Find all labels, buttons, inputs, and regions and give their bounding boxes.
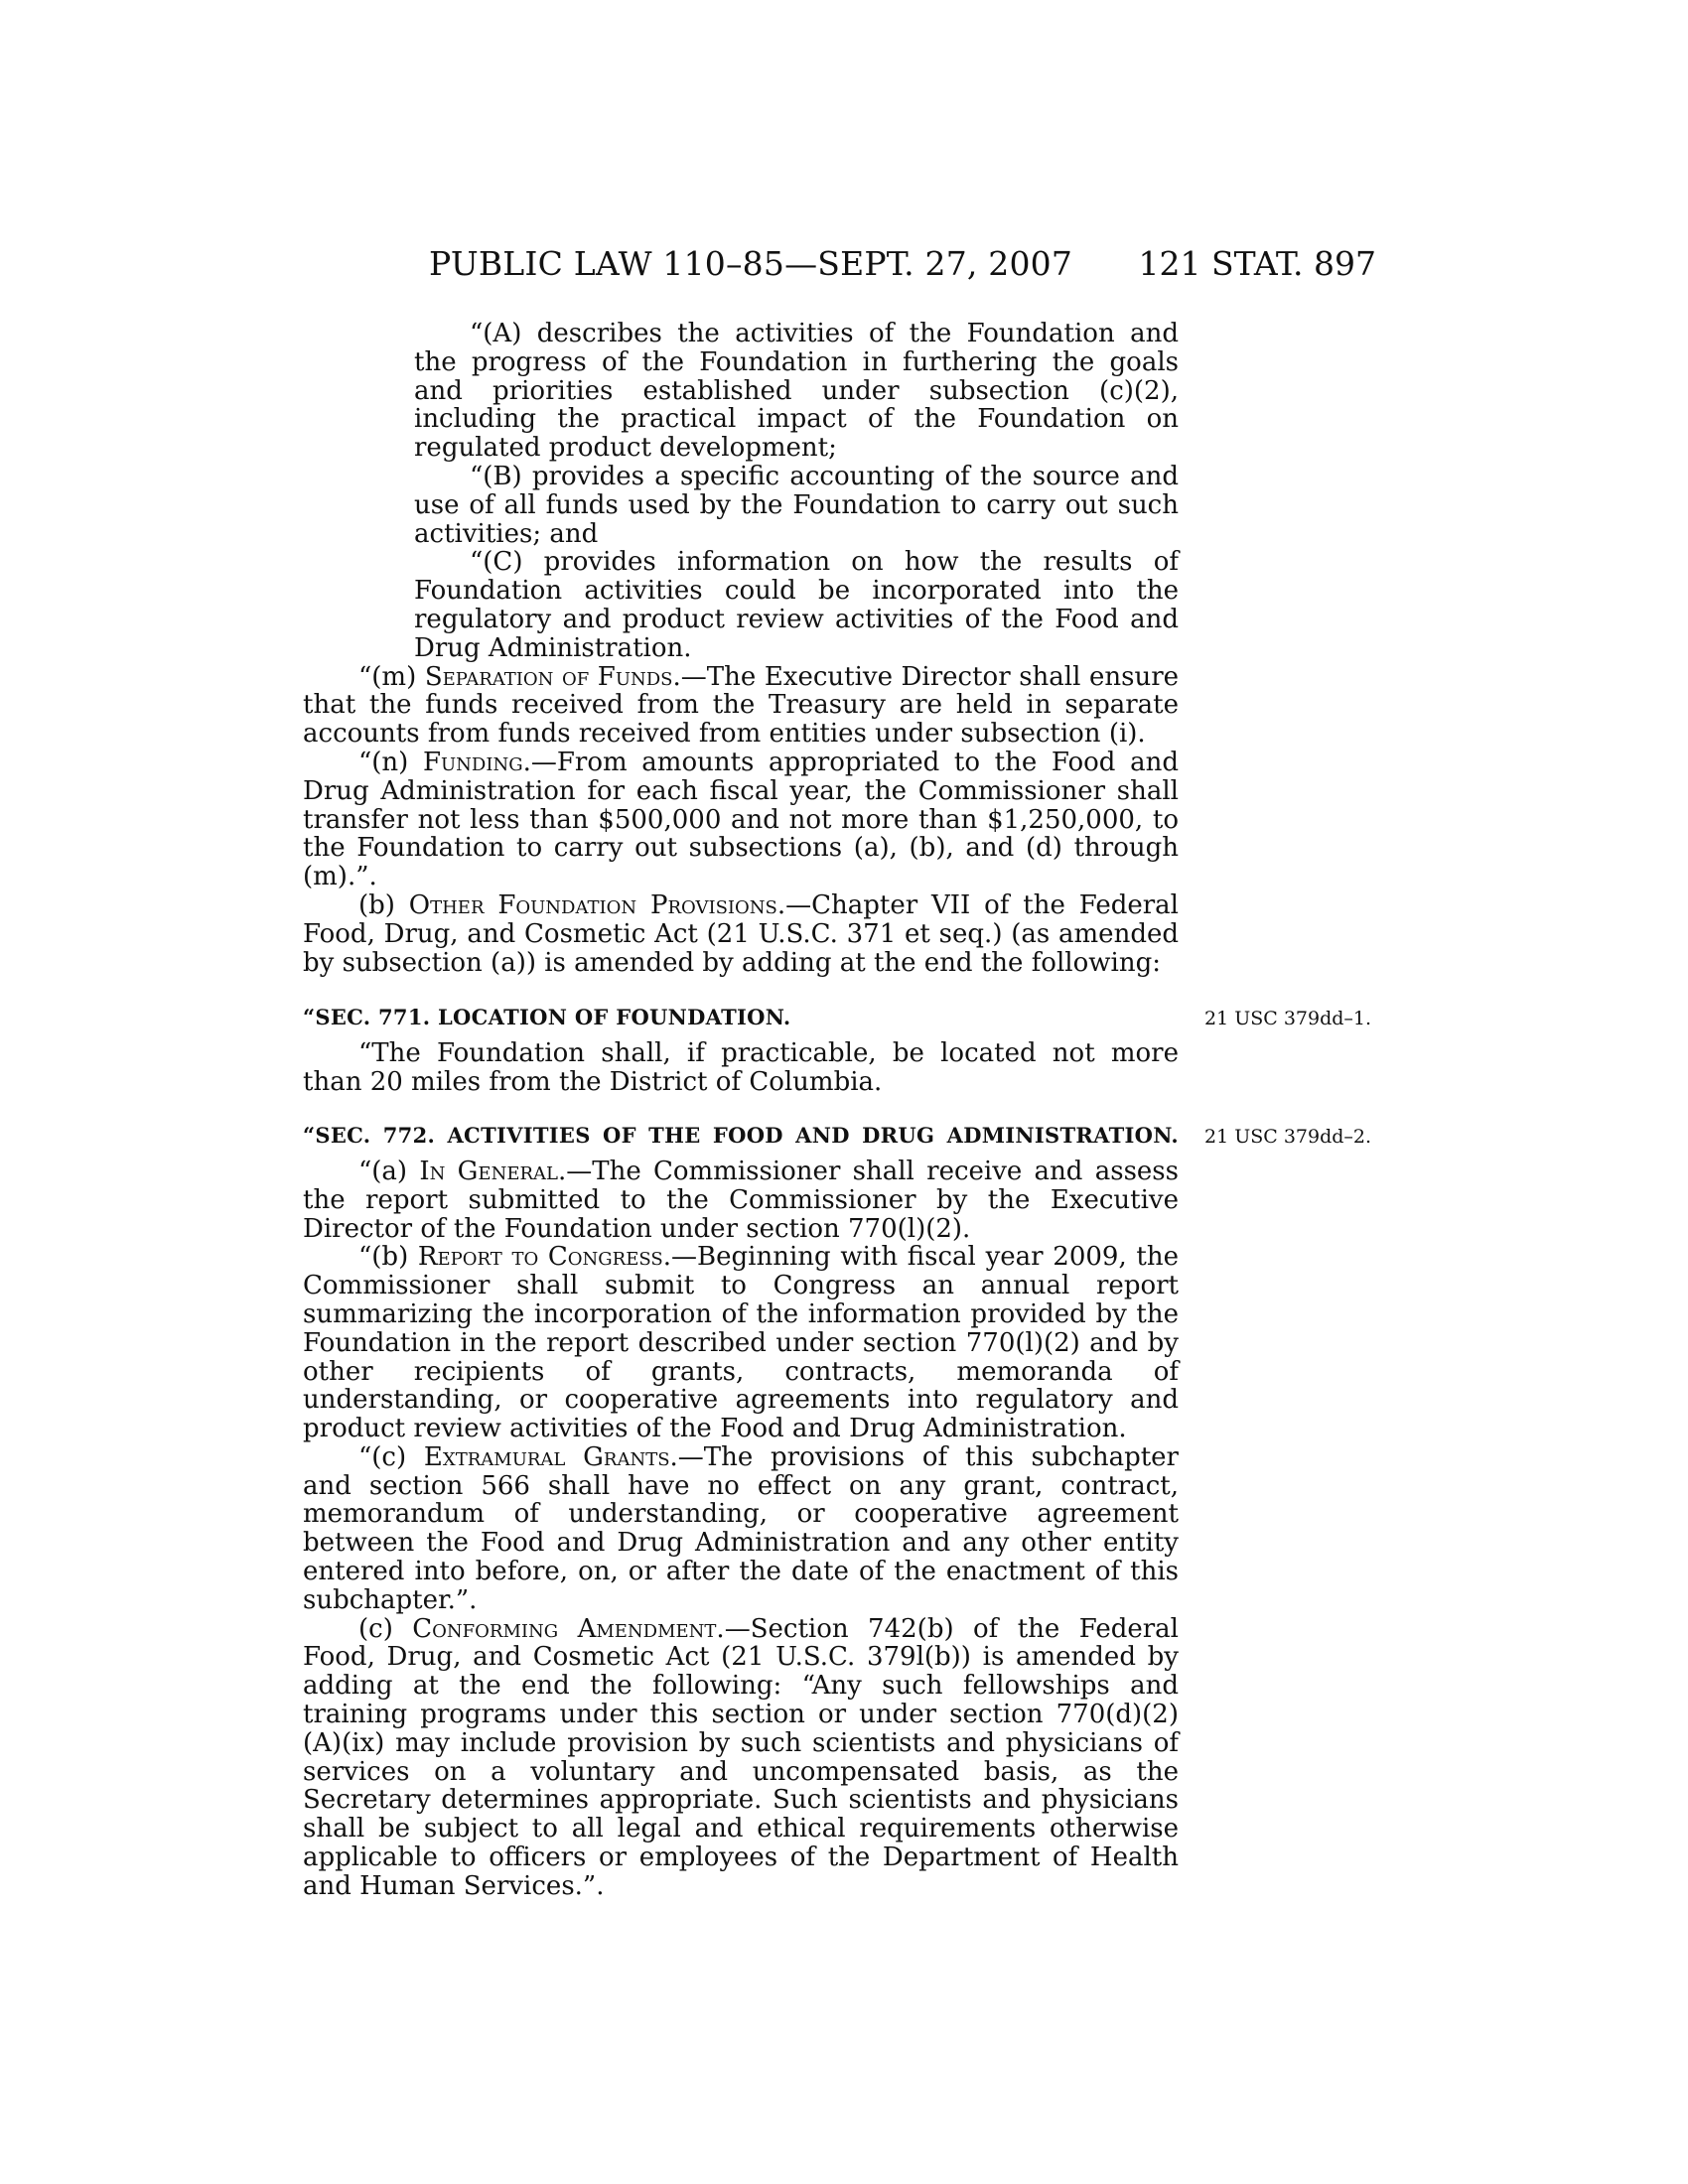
paragraph-n-text: —From amounts appropriated to the Food and Drug Administration for each fiscal year, the Commissioner shall transfer not less than $500,000 and not more than $1,250,000, to the Foundation to carry out subsections (a), (b), and (d) through (m).”.	[303, 747, 1179, 892]
section-772-b-heading: Report to Congress.	[417, 1242, 671, 1273]
paragraph-m-text: —The Executive Director shall ensure that the funds received from the Treasury are held in separate accounts from funds received from entities under subsection (i).	[303, 661, 1180, 750]
conforming-amendment-text: —Section 742(b) of the Federal Food, Drug, and Cosmetic Act (21 U.S.C. 379l(b)) is amended by adding at the end the following: “Any such fellowships and training programs under this section or under section 770(d)(2)(A)(ix) may include provision by such scientists and physicians of services on a voluntary and uncompensated basis, as the Secretary determines appropriate. Such scientists and physicians shall be subject to all legal and ethical requirements otherwise applicable to officers or employees of the Department of Health and Human Services.”.	[303, 1613, 1179, 1901]
paragraph-n	[303, 749, 1179, 891]
section-772-b-lead: “(b)	[358, 1242, 418, 1273]
paragraph-b	[303, 891, 1179, 977]
conforming-amendment-lead: (c)	[358, 1613, 413, 1644]
stat-page-number: 121 STAT. 897	[1138, 244, 1376, 283]
section-772-c-lead: “(c)	[358, 1441, 424, 1472]
section-772-title: “SEC. 772. ACTIVITIES OF THE FOOD AND DRUG ADMINISTRATION.	[303, 1122, 1179, 1148]
section-772-a-heading: In General.	[419, 1156, 567, 1186]
section-772-margin-note: 21 USC 379dd–2.	[1204, 1125, 1372, 1148]
paragraph-n-lead: “(n)	[358, 747, 423, 777]
section-772-b-text: —Beginning with fiscal year 2009, the Commissioner shall submit to Congress an annual report summarizing the incorporation of the information provided by the Foundation in the report described under section 770(l)(2) and by other recipients of grants, contracts, memoranda of understanding, or cooperative agreements into regulatory and product review activities of the Food and Drug Administration.	[303, 1242, 1179, 1444]
paragraph-l-A: “(A) describes the activities of the Foundation and the progress of the Foundation in furthering the goals and priorities established under subsection (c)(2), including the practical impact of the Foundation on regulated product development;	[414, 319, 1179, 464]
section-772-a	[303, 1158, 1179, 1243]
conforming-amendment-heading: Conforming Amendment.	[412, 1613, 725, 1644]
section-771-heading	[303, 1005, 1372, 1030]
section-772-c	[303, 1443, 1179, 1615]
section-771-margin-note: 21 USC 379dd–1.	[1204, 1008, 1372, 1030]
document-body	[303, 319, 1372, 1901]
section-772-c-text: —The provisions of this subchapter and section 566 shall have no effect on any grant, contract, memorandum of understanding, or cooperative agreement between the Food and Drug Administration and any other entity entered into before, on, or after the date of the enactment of this subchapter.”.	[303, 1441, 1179, 1615]
section-772-c-heading: Extramural Grants.	[423, 1441, 678, 1472]
paragraph-l-C: “(C) provides information on how the results of Foundation activities could be incorporated into the regulatory and product review activities of the Food and Drug Administration.	[414, 547, 1179, 663]
section-772-heading	[303, 1122, 1372, 1148]
page-title: PUBLIC LAW 110–85—SEPT. 27, 2007	[429, 244, 1073, 283]
paragraph-m-lead: “(m)	[358, 661, 425, 692]
section-771-text: “The Foundation shall, if practicable, be located not more than 20 miles from the District of Columbia.	[303, 1038, 1179, 1098]
paragraph-b-text: —Chapter VII of the Federal Food, Drug, and Cosmetic Act (21 U.S.C. 371 et seq.) (as amended by subsection (a)) is amended by adding at the end the following:	[303, 889, 1179, 978]
paragraph-n-heading: Funding.	[422, 747, 531, 777]
page-header	[0, 244, 1688, 284]
paragraph-l-B: “(B) provides a specific accounting of the source and use of all funds used by the Foundation to carry out such activities; and	[414, 461, 1179, 549]
section-771-title: “SEC. 771. LOCATION OF FOUNDATION.	[303, 1005, 791, 1030]
section-772-a-text: —The Commissioner shall receive and assess the report submitted to the Commissioner by the Executive Director of the Foundation under section 770(l)(2).	[303, 1156, 1179, 1244]
section-772-b	[303, 1243, 1179, 1443]
paragraph-m-heading: Separation of Funds.	[424, 661, 681, 692]
paragraph-b-heading: Other Foundation Provisions.	[408, 889, 786, 920]
paragraph-m	[303, 663, 1179, 749]
conforming-amendment	[303, 1615, 1179, 1901]
section-772-a-lead: “(a)	[358, 1156, 420, 1186]
paragraph-b-lead: (b)	[358, 889, 409, 920]
